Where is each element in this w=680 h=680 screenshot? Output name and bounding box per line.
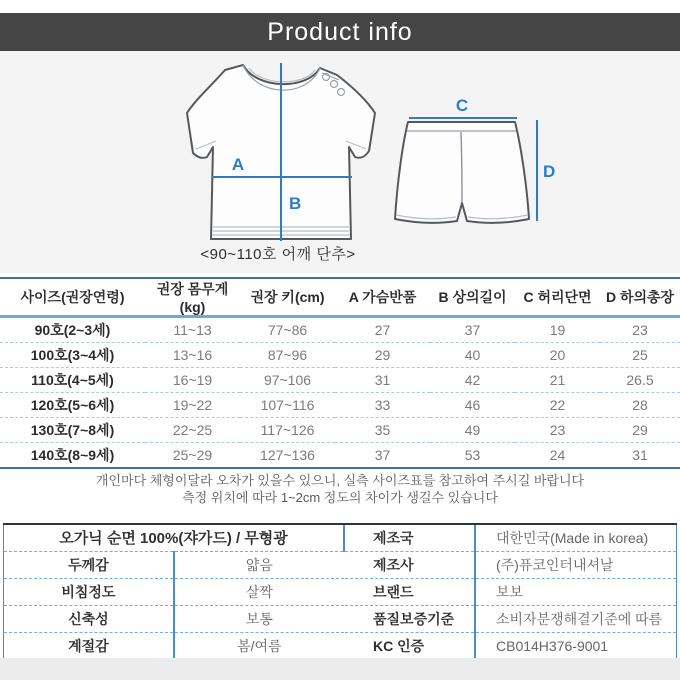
table-row xyxy=(0,393,680,418)
fabric-info-table xyxy=(3,525,345,659)
size-col-header: D 하의총장 xyxy=(600,278,680,317)
size-row-label: 110호(4~5세) xyxy=(0,368,145,393)
size-cell: 127~136 xyxy=(240,443,335,469)
fabric-value: 보통 xyxy=(174,605,344,632)
maker-label: 제조국 xyxy=(345,525,475,551)
size-cell: 37 xyxy=(430,317,515,343)
table-row xyxy=(4,551,345,578)
measure-label-c: C xyxy=(455,96,469,115)
size-cell: 46 xyxy=(430,393,515,418)
measure-label-b: B xyxy=(289,194,302,213)
product-detail-tables xyxy=(3,523,677,661)
size-notice-line2: 측정 위치에 따라 1~2cm 정도의 차이가 생길수 있습니다 xyxy=(182,490,498,505)
table-row xyxy=(4,605,345,632)
size-cell: 53 xyxy=(430,443,515,469)
size-cell: 49 xyxy=(430,418,515,443)
table-row xyxy=(0,343,680,368)
size-cell: 22 xyxy=(515,393,600,418)
size-chart-header-row xyxy=(0,278,680,317)
size-cell: 25 xyxy=(600,343,680,368)
size-row-label: 100호(3~4세) xyxy=(0,343,145,368)
size-col-header: A 가슴반품 xyxy=(335,278,430,317)
size-cell: 26.5 xyxy=(600,368,680,393)
size-col-header: 사이즈(권장연령) xyxy=(0,278,145,317)
maker-value: (주)퓨코인터내셔날 xyxy=(475,551,677,578)
maker-label: 품질보증기준 xyxy=(345,605,475,632)
size-cell: 37 xyxy=(335,443,430,469)
maker-value: CB014H376-9001 xyxy=(496,637,609,654)
size-row-label: 120호(5~6세) xyxy=(0,393,145,418)
footer-strip xyxy=(0,658,680,680)
table-row xyxy=(345,525,677,551)
size-cell: 97~106 xyxy=(240,368,335,393)
size-cell: 33 xyxy=(335,393,430,418)
table-row xyxy=(345,578,677,605)
size-col-header: 권장 키(cm) xyxy=(240,278,335,317)
size-cell: 25~29 xyxy=(145,443,240,469)
fabric-value: 봄/여름 xyxy=(237,637,282,654)
table-row xyxy=(345,605,677,632)
size-cell: 31 xyxy=(600,443,680,469)
table-row xyxy=(0,443,680,469)
maker-value: 소비자분쟁해결기준에 따름 xyxy=(475,605,677,632)
size-cell: 11~13 xyxy=(145,317,240,343)
table-row xyxy=(4,632,345,659)
size-cell: 20 xyxy=(515,343,600,368)
diagram-caption: <90~110호 어깨 단추> xyxy=(200,246,356,263)
table-row xyxy=(0,368,680,393)
manufacturer-info-table xyxy=(345,525,677,659)
table-row xyxy=(345,632,677,659)
table-row xyxy=(0,418,680,443)
fabric-value: 얇음 xyxy=(174,551,344,578)
measurement-diagram xyxy=(0,51,680,273)
size-col-header: 권장 몸무게(kg) xyxy=(145,278,240,317)
size-cell: 42 xyxy=(430,368,515,393)
size-cell: 35 xyxy=(335,418,430,443)
maker-label: 제조사 xyxy=(345,551,475,578)
size-chart-table xyxy=(0,277,680,469)
clothing-diagram xyxy=(0,51,680,273)
size-row-label: 90호(2~3세) xyxy=(0,317,145,343)
size-cell: 16~19 xyxy=(145,368,240,393)
size-notice xyxy=(0,472,680,506)
maker-label: 브랜드 xyxy=(345,578,475,605)
size-cell: 29 xyxy=(335,343,430,368)
size-cell: 19 xyxy=(515,317,600,343)
table-row xyxy=(4,578,345,605)
size-cell: 117~126 xyxy=(240,418,335,443)
size-cell: 27 xyxy=(335,317,430,343)
table-row xyxy=(0,317,680,343)
material-header: 오가닉 순면 100%(쟈가드) / 무형광 xyxy=(4,525,345,551)
size-col-header: C 허리단면 xyxy=(515,278,600,317)
measure-label-d: D xyxy=(543,162,556,181)
table-row xyxy=(345,551,677,578)
size-cell: 107~116 xyxy=(240,393,335,418)
size-notice-line1: 개인마다 체형이달라 오차가 있을수 있으니, 실측 사이즈표를 참고하여 주시길 바랍니다 xyxy=(95,473,585,488)
size-cell: 24 xyxy=(515,443,600,469)
size-cell: 40 xyxy=(430,343,515,368)
maker-label: KC 인증 xyxy=(345,632,475,659)
maker-value: 보보 xyxy=(475,578,677,605)
size-cell: 23 xyxy=(515,418,600,443)
table-row xyxy=(4,525,345,551)
size-cell: 13~16 xyxy=(145,343,240,368)
page-title: Product info xyxy=(0,13,680,51)
maker-value: 대한민국(Made in korea) xyxy=(475,525,677,551)
tshirt-drawing xyxy=(187,63,375,241)
size-cell: 77~86 xyxy=(240,317,335,343)
size-cell: 22~25 xyxy=(145,418,240,443)
size-cell: 31 xyxy=(335,368,430,393)
size-row-label: 140호(8~9세) xyxy=(0,443,145,469)
size-cell: 21 xyxy=(515,368,600,393)
measure-label-a: A xyxy=(231,155,245,174)
size-cell: 28 xyxy=(600,393,680,418)
fabric-label: 두께감 xyxy=(4,551,174,578)
fabric-label: 비침정도 xyxy=(4,578,174,605)
size-col-header: B 상의길이 xyxy=(430,278,515,317)
size-cell: 29 xyxy=(600,418,680,443)
fabric-label: 신축성 xyxy=(4,605,174,632)
size-cell: 87~96 xyxy=(240,343,335,368)
size-cell: 23 xyxy=(600,317,680,343)
shorts-drawing xyxy=(395,96,555,223)
fabric-label: 계절감 xyxy=(4,632,174,659)
size-cell: 19~22 xyxy=(145,393,240,418)
size-row-label: 130호(7~8세) xyxy=(0,418,145,443)
fabric-value: 살짝 xyxy=(174,578,344,605)
